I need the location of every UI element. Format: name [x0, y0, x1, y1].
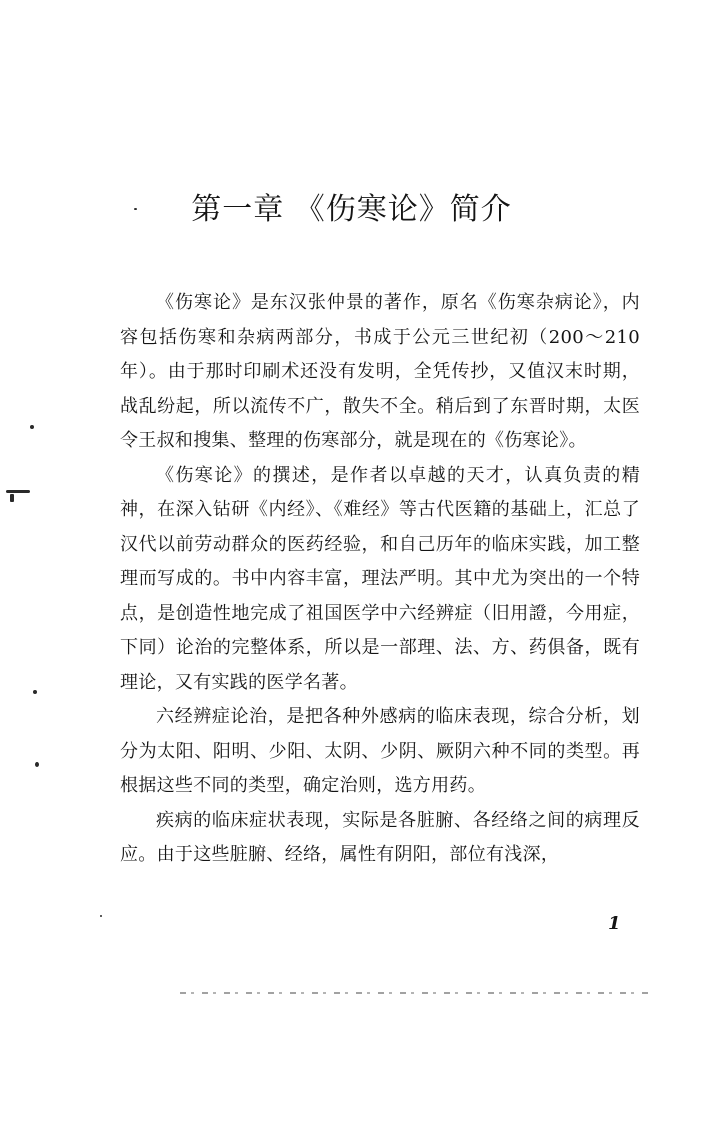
paragraph-authorship: 《伤寒论》的撰述，是作者以卓越的天才，认真负责的精神，在深入钻研《内经》、《难经》等古代医籍的基础上，汇总了汉代以前劳动群众的医药经验，和自己历年的临床实践，加工整理而写成的。书中内容丰富，理法严明。其中尤为突出的一个特点，是创造性地完成了祖国医学中六经辨症（旧用證，今用症，下同）论治的完整体系，所以是一部理、法、方、药俱备，既有理论，又有实践的医学名著。: [120, 464, 640, 693]
scan-speck: [33, 690, 37, 694]
scan-speck: [35, 762, 39, 767]
scan-speck: [134, 208, 137, 210]
page-number: 1: [608, 913, 621, 934]
paragraph-intro: 《伤寒论》是东汉张仲景的著作，原名《伤寒杂病论》，内容包括伤寒和杂病两部分，书成于公元三世纪初（200～210年）。由于那时印刷术还没有发明，全凭传抄，又值汉末时期，战乱纷起，所以流传不广，散失不全。稍后到了东晋时期，太医令王叔和搜集、整理的伤寒部分，就是现在的《伤寒论》。: [120, 292, 640, 451]
paragraph-six-channels: 六经辨症论治，是把各种外感病的临床表现，综合分析，划分为太阳、阳明、少阳、太阴、少阴、厥阴六种不同的类型。再根据这些不同的类型，确定治则，选方用药。: [120, 706, 640, 796]
scan-speck: [6, 490, 30, 493]
scan-speck: [100, 915, 102, 917]
scan-edge-line: [180, 992, 650, 994]
scan-speck: [10, 494, 14, 502]
chapter-title: 第一章 《伤寒论》简介: [191, 192, 512, 227]
body-text: [120, 286, 640, 873]
paragraph-clinical-symptoms: 疾病的临床症状表现，实际是各脏腑、各经络之间的病理反应。由于这些脏腑、经络，属性有阴阳，部位有浅深，: [120, 809, 640, 865]
scan-speck: [30, 425, 34, 429]
